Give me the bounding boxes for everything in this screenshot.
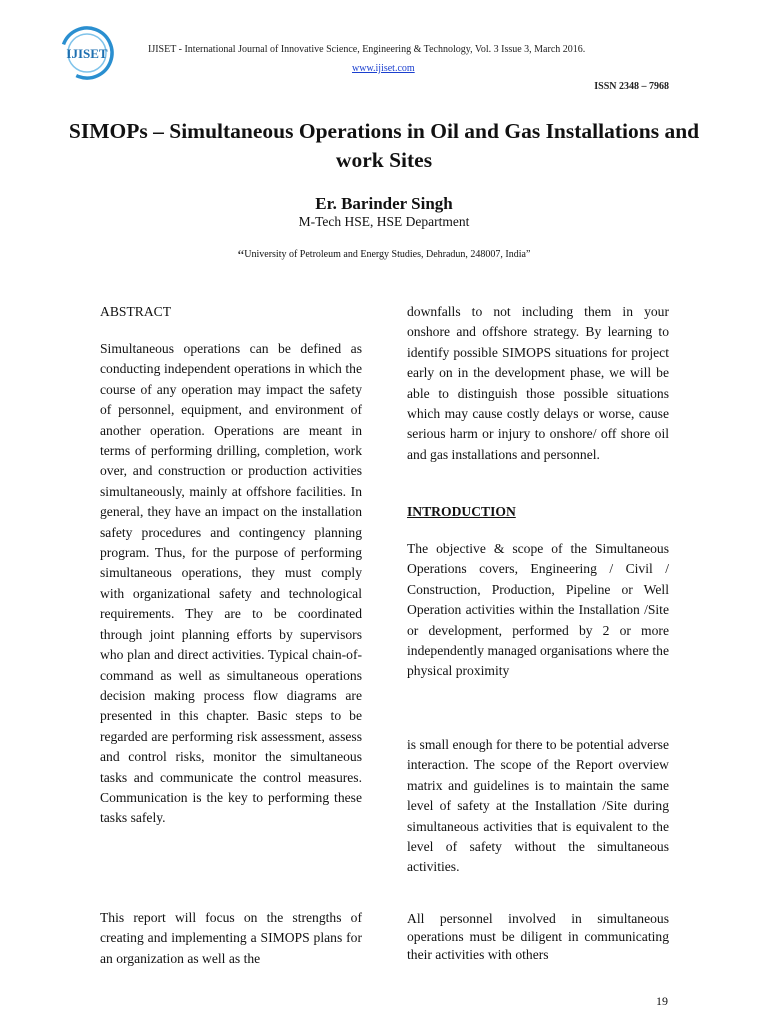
abstract-continued [100, 908, 362, 969]
introduction-continued [407, 735, 669, 878]
introduction-heading: INTRODUCTION [407, 504, 516, 519]
introduction-paragraph-2: is small enough for there to be potential adverse interaction. The scope of the Report overview matrix and guidelines is to maintain the same level of safety at the Installation /Site during simultaneous activities that is equivalent to the level of safety without the simultaneous activities. [407, 737, 669, 875]
introduction-body [407, 539, 669, 682]
right-paragraph-1: downfalls to not including them in your onshore and offshore strategy. By learning to identify possible SIMOPS situations for project early on in the development phase, we will be able to distinguish those possible situations which may cause costly delays or worse, cause serious harm or injury to onshore/ off shore oil and gas installations and personnel. [407, 304, 669, 462]
journal-citation: IJISET - International Journal of Innovative Science, Engineering & Technology, Vol. 3 Issue 3, March 2016. [148, 44, 586, 55]
journal-logo [58, 24, 116, 82]
journal-website-link[interactable]: www.ijiset.com [352, 63, 415, 74]
paper-title: SIMOPs – Simultaneous Operations in Oil and Gas Installations and work Sites [68, 119, 700, 172]
introduction-heading-block [407, 502, 669, 522]
introduction-paragraph-1: The objective & scope of the Simultaneous Operations covers, Engineering / Civil / Construction, Production, Pipeline or Well Operation activities within the Installation /Site or development, performed by 2 or more independently managed organisations where the physical proximity [407, 541, 669, 679]
issn: ISSN 2348 – 7968 [594, 81, 669, 92]
abstract-body [100, 339, 362, 829]
abstract-heading-block [100, 302, 362, 322]
university-name: University of Petroleum and Energy Studies, Dehradun, 248007, India [244, 249, 526, 260]
open-quote: “ [237, 248, 245, 264]
logo-text: IJISET [66, 46, 108, 61]
abstract-paragraph-2: This report will focus on the strengths of creating and implementing a SIMOPS plans for an organization as well as the [100, 910, 362, 966]
author-affiliation: M-Tech HSE, HSE Department [298, 214, 470, 229]
introduction-paragraph-3: All personnel involved in simultaneous operations must be diligent in communicating their activities with others [407, 911, 669, 962]
author-name: Er. Barinder Singh [315, 194, 453, 213]
abstract-heading: ABSTRACT [100, 304, 172, 319]
close-quote: ” [525, 249, 531, 260]
right-column-top [407, 302, 669, 465]
university [0, 248, 768, 265]
introduction-final [407, 910, 669, 964]
abstract-paragraph-1: Simultaneous operations can be defined as conducting independent operations in which the course of any operation may impact the safety of personnel, equipment, and environment of another operation. Operations are meant in terms of performing drilling, completion, work over, and construction or production activities simultaneously, mainly at offshore facilities. In general, they have an impact on the installation safety procedures and contingency planning program. Thus, for the purpose of performing simultaneous operations, they must comply with organizational safety and technological requirements. They are to be coordinated through joint planning efforts by supervisors who plan and direct activities. Typical chain-of-command as well as simultaneous operations decision making process flow diagrams are presented in this chapter. Basic steps to be regarded are performing risk assessment, assess and control risks, monitor the simultaneous tasks and communicate the control measures. Communication is the key to performing these tasks safely. [100, 341, 362, 826]
page-number: 19 [656, 994, 668, 1008]
